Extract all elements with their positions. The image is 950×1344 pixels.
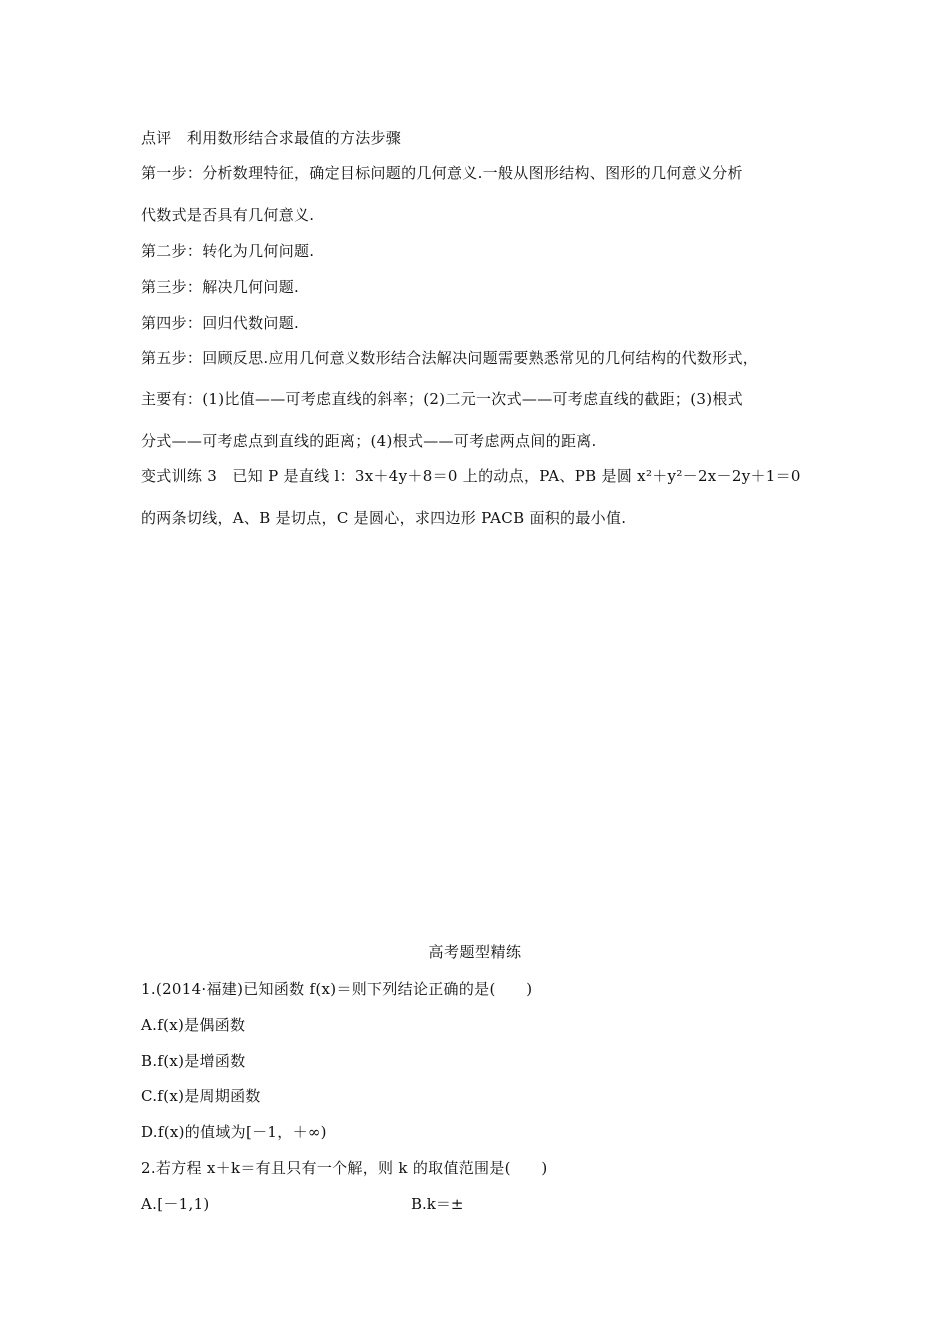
step-1-line-2: 代数式是否具有几何意义.: [141, 206, 315, 224]
question-2-stem: 2.若方程 x＋k＝有且只有一个解，则 k 的取值范围是( ): [141, 1159, 548, 1177]
section-title: 高考题型精练: [428, 943, 522, 961]
step-5-line-2: 主要有：(1)比值——可考虑直线的斜率；(2)二元一次式——可考虑直线的截距；(3)根式: [141, 390, 743, 408]
step-3: 第三步：解决几何问题.: [141, 278, 300, 296]
exercise-line-2: 的两条切线，A、B 是切点，C 是圆心，求四边形 PACB 面积的最小值.: [141, 509, 627, 527]
question-1-stem: 1.(2014·福建)已知函数 f(x)＝则下列结论正确的是( ): [141, 980, 533, 998]
question-1-option-d: D.f(x)的值域为[－1，＋∞): [141, 1123, 327, 1141]
question-1-option-c: C.f(x)是周期函数: [141, 1087, 261, 1105]
step-2: 第二步：转化为几何问题.: [141, 242, 315, 260]
exercise-line-1: 变式训练 3 已知 P 是直线 l：3x＋4y＋8＝0 上的动点，PA、PB 是圆 x²＋y²－2x－2y＋1＝0: [141, 467, 801, 485]
step-5-line-1: 第五步：回顾反思.应用几何意义数形结合法解决问题需要熟悉常见的几何结构的代数形式，: [141, 349, 759, 367]
question-2-option-a: A.[－1,1): [141, 1195, 210, 1213]
question-1-option-b: B.f(x)是增函数: [141, 1052, 246, 1070]
review-heading: 点评 利用数形结合求最值的方法步骤: [141, 129, 402, 147]
step-5-line-3: 分式——可考虑点到直线的距离；(4)根式——可考虑两点间的距离.: [141, 432, 597, 450]
question-2-option-b: B.k＝±: [411, 1195, 464, 1213]
step-4: 第四步：回归代数问题.: [141, 314, 300, 332]
question-1-option-a: A.f(x)是偶函数: [141, 1016, 246, 1034]
step-1-line-1: 第一步：分析数理特征，确定目标问题的几何意义.一般从图形结构、图形的几何意义分析: [141, 164, 743, 182]
